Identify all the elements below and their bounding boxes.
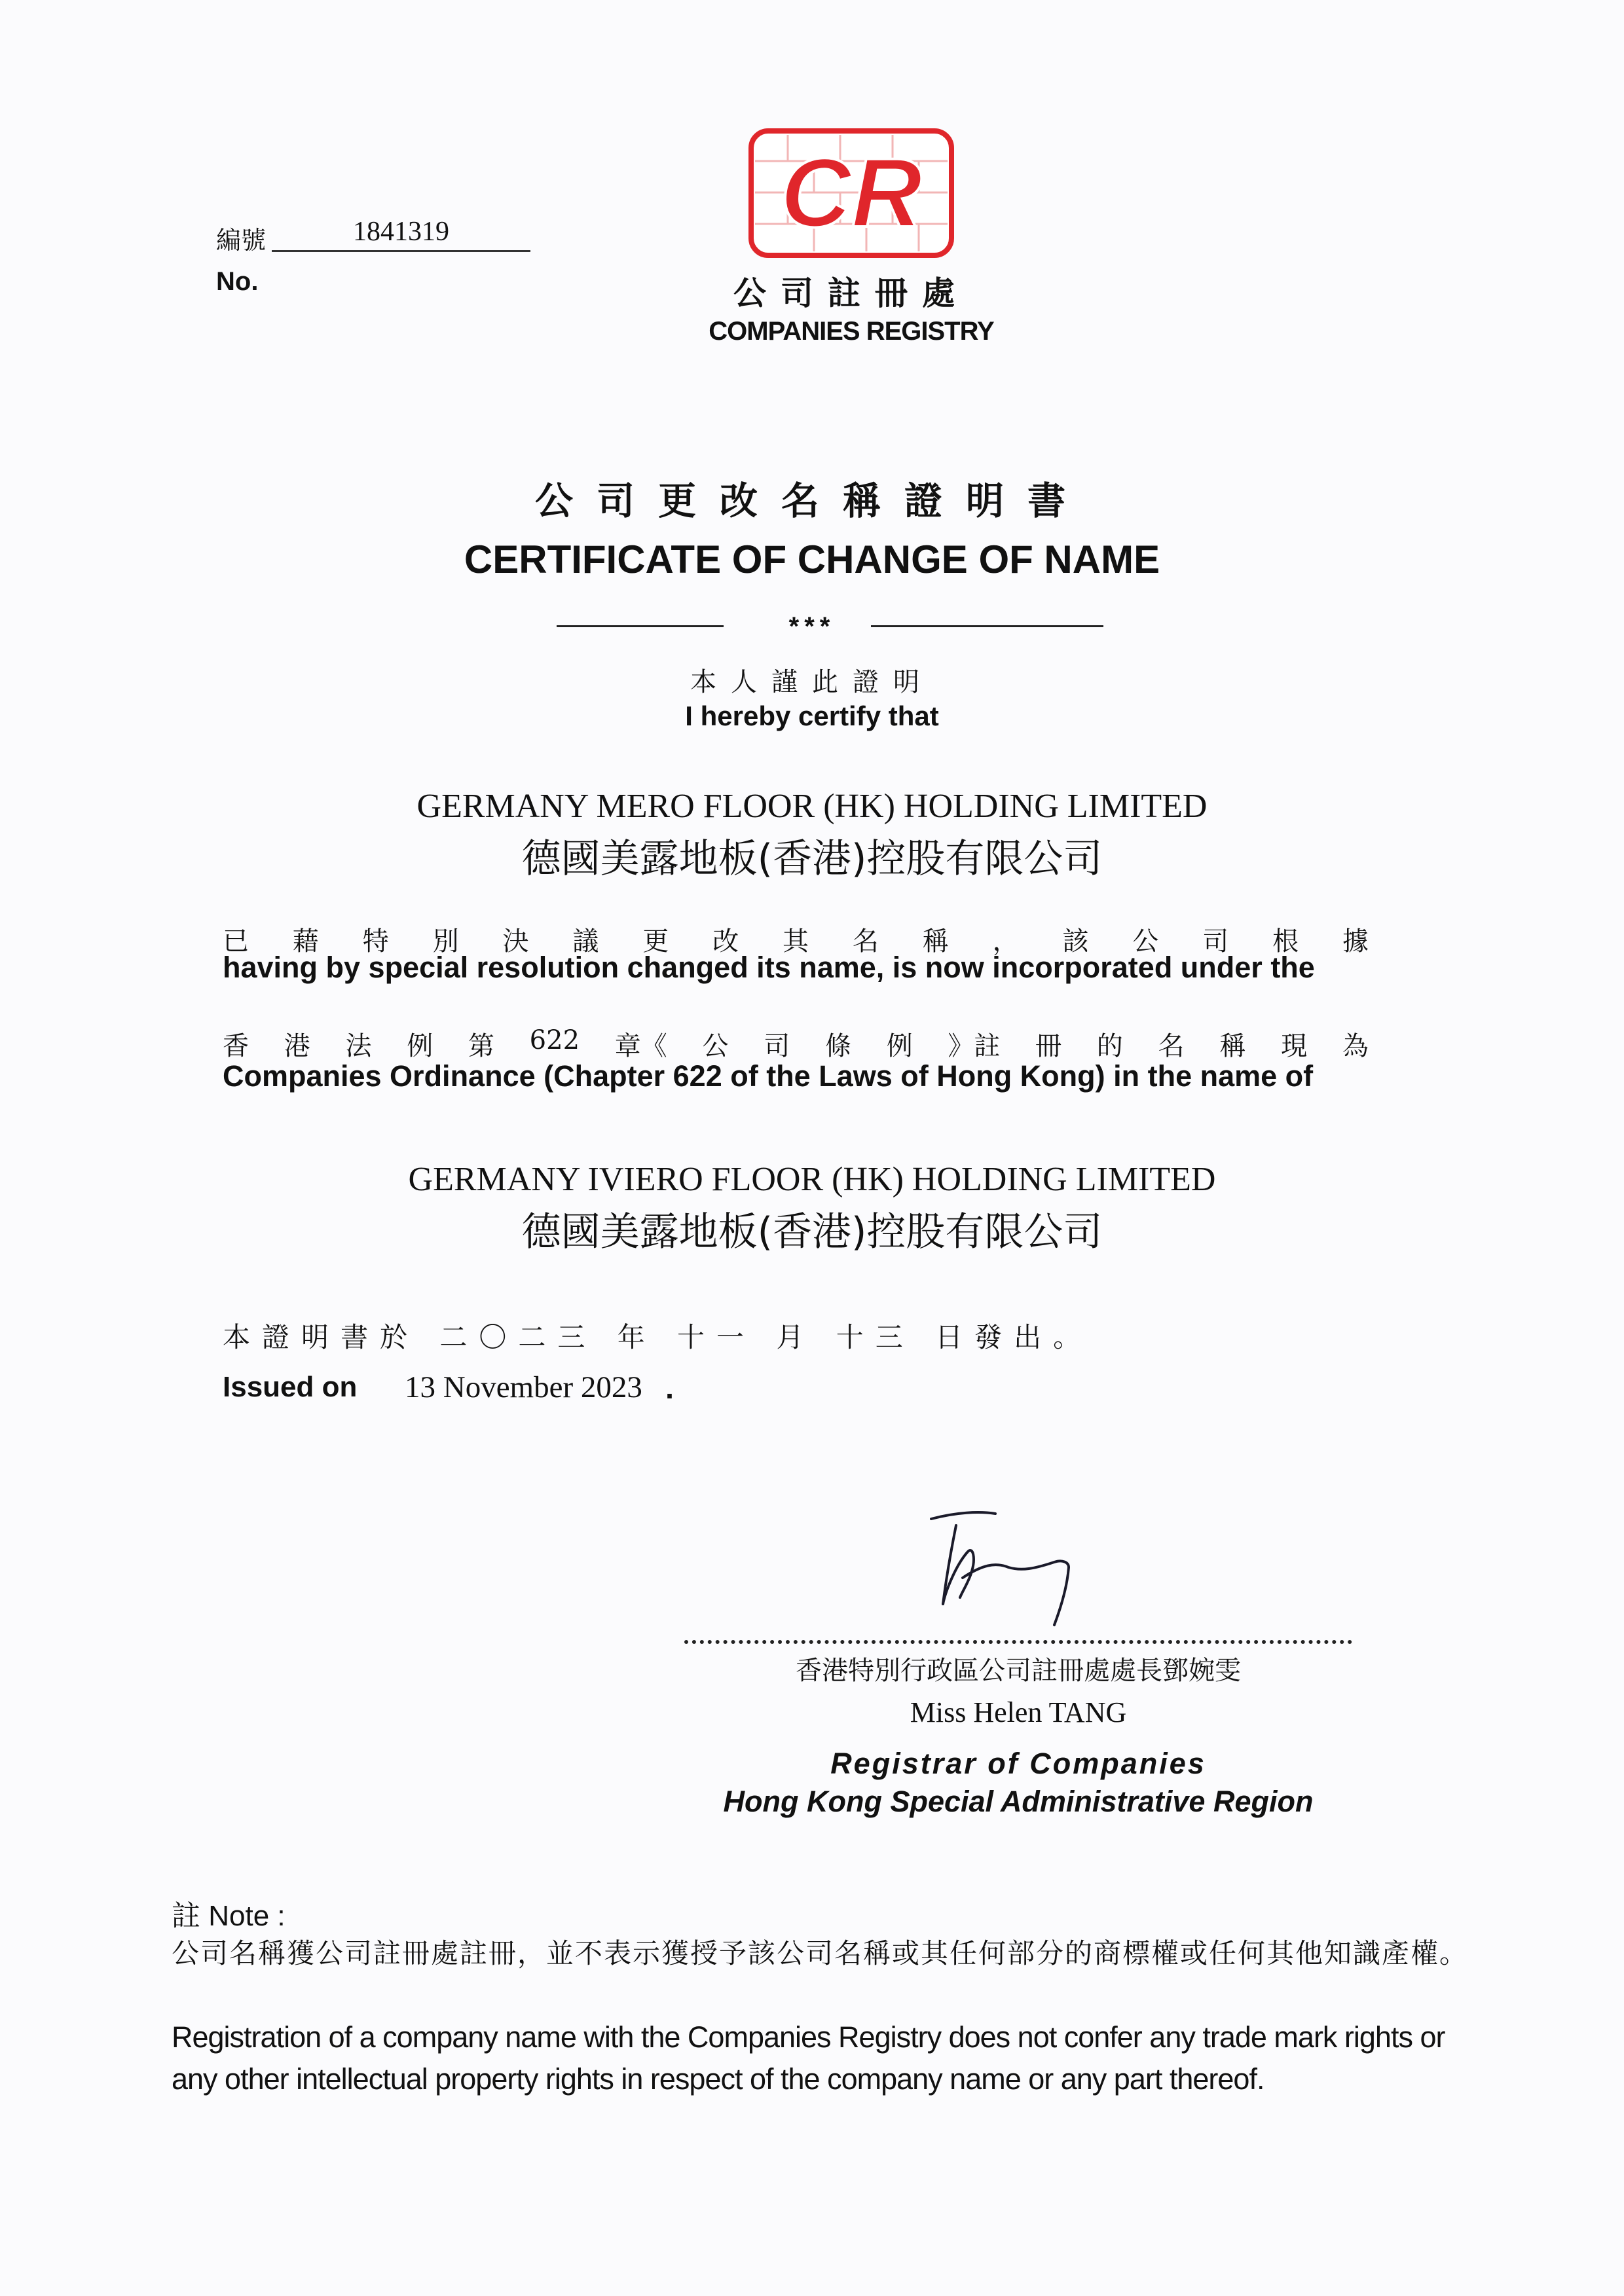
registry-name-zh: 公司註冊處 [733, 274, 969, 312]
char: 據 [1342, 926, 1369, 957]
issued-date-zh: 本證明書於 二〇二三 年 十一 月 十三 日發出。 [223, 1321, 1093, 1353]
new-company-name-zh: 德國美露地板(香港)控股有限公司 [521, 1209, 1103, 1255]
char: 已 [223, 926, 249, 957]
certificate-number: 1841319 [272, 216, 530, 252]
char: 稱 [922, 926, 949, 957]
char: 現 [1281, 1031, 1308, 1061]
char: 冊 [1035, 1031, 1062, 1061]
char: 名 [852, 926, 879, 957]
cr-logo-text: CR [780, 137, 923, 247]
char: 根 [1272, 926, 1299, 957]
certificate-title-en: CERTIFICATE OF CHANGE OF NAME [464, 538, 1160, 581]
char: 香 [223, 1031, 249, 1061]
char: 的 [1096, 1031, 1123, 1061]
note-label: 註 Note : [172, 1900, 286, 1932]
char: 第 [468, 1031, 494, 1061]
char: 條 [824, 1031, 851, 1061]
body-line1-en: having by special resolution changed its name, is now incorporated under the [223, 951, 1315, 984]
char: 別 [432, 926, 459, 957]
old-company-name-zh: 德國美露地板(香港)控股有限公司 [521, 836, 1103, 882]
certify-text-en: I hereby certify that [685, 701, 939, 731]
cr-logo [748, 128, 954, 258]
char: 藉 [292, 926, 319, 957]
char: 例 [407, 1031, 434, 1061]
certificate-number-label-zh: 編號 [216, 226, 267, 255]
char: 決 [502, 926, 529, 957]
note-text-en: Registration of a company name with the Companies Registry does not confer any trade mark rights or any other intellectual property rights in respect of the company name or any part thereof. [172, 2020, 1445, 2096]
char: 該 [1062, 926, 1089, 957]
issued-date-period: . [665, 1370, 674, 1405]
registrar-title-en: Registrar of Companies [830, 1747, 1206, 1780]
registrar-signature [917, 1499, 1100, 1630]
note-text-zh: 公司名稱獲公司註冊處註冊，並不表示獲授予該公司名稱或其任何部分的商標權或任何其他知識產權。 [172, 1937, 1469, 1969]
issued-date-en: 13 November 2023 [405, 1370, 642, 1404]
char: 622 [529, 1025, 580, 1055]
certificate-number-label-en: No. [216, 267, 259, 296]
char: 議 [572, 926, 599, 957]
old-company-name-en: GERMANY MERO FLOOR (HK) HOLDING LIMITED [416, 788, 1208, 825]
signature-line [684, 1640, 1352, 1644]
char: 特 [362, 926, 389, 957]
char: 例 [886, 1031, 913, 1061]
cr-logo-icon [748, 128, 954, 258]
signature-icon [917, 1499, 1100, 1630]
certificate-title-zh: 公司更改名稱證明書 [534, 479, 1089, 523]
registrar-title-zh: 香港特別行政區公司註冊處處長鄧婉雯 [796, 1656, 1241, 1686]
body-line2-en: Companies Ordinance (Chapter 622 of the Laws of Hong Kong) in the name of [223, 1059, 1314, 1093]
char: 公 [1132, 926, 1159, 957]
char: 》註 [948, 1031, 1001, 1061]
char: 章《 [614, 1031, 667, 1061]
char: 為 [1342, 1031, 1369, 1061]
char: 改 [712, 926, 739, 957]
char: 公 [702, 1031, 729, 1061]
char: 法 [345, 1031, 372, 1061]
registrar-name: Miss Helen TANG [910, 1696, 1127, 1728]
registrar-region-en: Hong Kong Special Administrative Region [723, 1785, 1314, 1818]
char: 更 [642, 926, 669, 957]
char: 司 [1202, 926, 1229, 957]
title-divider-right [871, 625, 1103, 627]
char: 其 [783, 926, 809, 957]
registry-name-en: COMPANIES REGISTRY [709, 317, 994, 346]
body-line2-zh [223, 1025, 1369, 1063]
char: 司 [764, 1031, 790, 1061]
char: 港 [284, 1031, 310, 1061]
title-divider-stars: *** [788, 612, 836, 641]
char: 稱 [1219, 1031, 1246, 1061]
char: ， [992, 926, 1019, 957]
certify-text-zh: 本人謹此證明 [690, 667, 934, 697]
issued-label-en: Issued on [223, 1371, 358, 1403]
char: 名 [1158, 1031, 1185, 1061]
new-company-name-en: GERMANY IVIERO FLOOR (HK) HOLDING LIMITED [408, 1161, 1216, 1198]
